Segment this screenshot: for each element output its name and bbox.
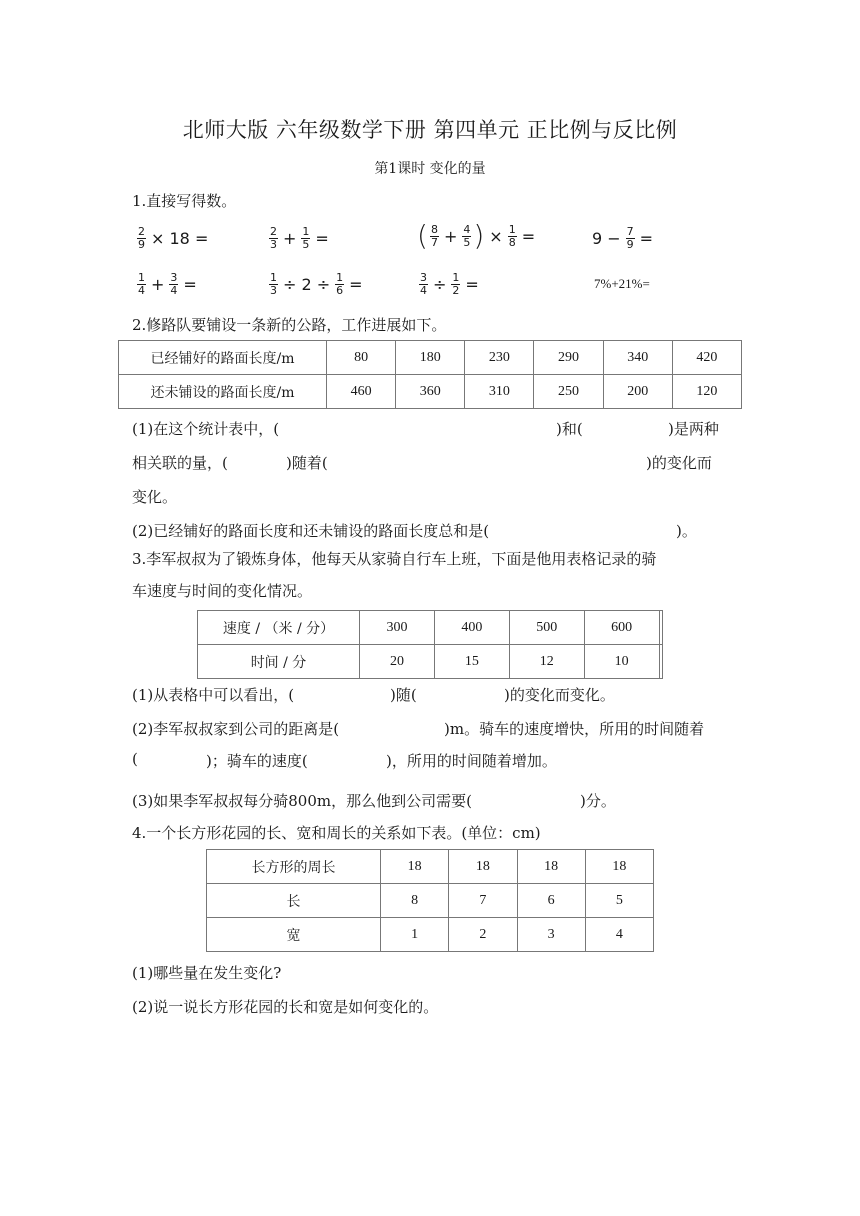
table-row (119, 375, 742, 409)
table-cell: 290 (534, 341, 603, 375)
q3-p1-c: )的变化而变化。 (504, 686, 615, 704)
table-cell: 500 (509, 611, 584, 645)
q3-p1-a: (1)从表格中可以看出，( (132, 686, 295, 704)
table-cell: 1 (381, 918, 449, 952)
table-row (207, 884, 654, 918)
table-cell: 250 (534, 375, 603, 409)
row-header-cell: 速度 / （米 / 分） (198, 611, 360, 645)
q1-heading: 1.直接写得数。 (132, 192, 237, 210)
table-row (119, 341, 742, 375)
q3-p2-d: )；骑车的速度( (206, 752, 308, 770)
table-cell: 200 (603, 375, 672, 409)
q3-heading-2: 车速度与时间的变化情况。 (132, 582, 313, 600)
q3-p1-b: )随( (390, 686, 417, 704)
q2-p1-e: )随着( (286, 454, 328, 472)
table-cell: 2 (449, 918, 517, 952)
table-cell: 230 (465, 341, 534, 375)
table-cell (659, 645, 662, 679)
table-cell: 80 (327, 341, 396, 375)
table-cell: 300 (360, 611, 435, 645)
table-cell: 8 (381, 884, 449, 918)
q2-heading: 2.修路队要铺设一条新的公路，工作进展如下。 (132, 316, 447, 334)
table-cell: 15 (434, 645, 509, 679)
q1-expr-7: $\frac{3}{4}$ ÷ $\frac{1}{2}$ = (420, 271, 479, 297)
table-row (207, 850, 654, 884)
table-cell: 4 (585, 918, 653, 952)
table-cell: 18 (585, 850, 653, 884)
table-cell: 460 (327, 375, 396, 409)
q4-p1: (1)哪些量在发生变化? (132, 964, 282, 982)
fraction: $\frac{2}{9}$ (138, 225, 145, 251)
table-cell: 600 (584, 611, 659, 645)
q1-expr-3: ( $\frac{8}{7}$ + $\frac{4}{5}$ ) × $\frac{1}{8}$ = (417, 219, 536, 252)
table-row (198, 611, 663, 645)
q2-p1-c: )是两种 (668, 420, 719, 438)
table-cell: 120 (672, 375, 741, 409)
q2-p2-b: )。 (676, 522, 697, 540)
row-header-cell: 还未铺设的路面长度/m (119, 375, 327, 409)
table-cell (659, 611, 662, 645)
q1-expr-5: $\frac{1}{4}$ + $\frac{3}{4}$ = (138, 271, 197, 297)
q4-p2: (2)说一说长方形花园的长和宽是如何变化的。 (132, 998, 439, 1016)
q1-expr-6: $\frac{1}{3}$ ÷ 2 ÷ $\frac{1}{6}$ = (270, 271, 363, 297)
q1-expr-1: $\frac{2}{9}$ × 18 = (138, 225, 209, 251)
q1-expr-8: 7%+21%= (594, 276, 650, 291)
q3-p2-b: )m。骑车的速度增快，所用的时间随着 (444, 720, 705, 738)
q2-p1-a: (1)在这个统计表中，( (132, 420, 280, 438)
table-cell: 20 (360, 645, 435, 679)
table-cell: 18 (381, 850, 449, 884)
page-title: 北师大版 六年级数学下册 第四单元 正比例与反比例 (182, 118, 678, 142)
q3-p2-a: (2)李军叔叔家到公司的距离是( (132, 720, 340, 738)
table-cell: 3 (517, 918, 585, 952)
speed-time-table (197, 610, 663, 679)
q3-p2-e: )，所用的时间随着增加。 (386, 752, 557, 770)
row-header-cell: 时间 / 分 (198, 645, 360, 679)
lesson-subtitle: 第1课时 变化的量 (374, 161, 486, 177)
q4-heading: 4.一个长方形花园的长、宽和周长的关系如下表。(单位：cm) (132, 824, 541, 842)
rectangle-garden-table (206, 849, 654, 952)
q1-expr-4: 9 − $\frac{7}{9}$ = (592, 225, 654, 251)
table-cell: 340 (603, 341, 672, 375)
table-cell: 360 (396, 375, 465, 409)
row-header-cell: 长 (207, 884, 381, 918)
table-cell: 10 (584, 645, 659, 679)
table-cell: 400 (434, 611, 509, 645)
table-cell: 5 (585, 884, 653, 918)
table-cell: 310 (465, 375, 534, 409)
table-cell: 18 (449, 850, 517, 884)
table-row (207, 918, 654, 952)
q3-heading-1: 3.李军叔叔为了锻炼身体，他每天从家骑自行车上班，下面是他用表格记录的骑 (132, 550, 657, 568)
q2-p1-f: )的变化而 (646, 454, 712, 472)
table-cell: 420 (672, 341, 741, 375)
row-header-cell: 宽 (207, 918, 381, 952)
table-row (198, 645, 663, 679)
q3-p3-b: )分。 (580, 792, 616, 810)
table-cell: 6 (517, 884, 585, 918)
q3-p2-c: ( (132, 750, 138, 768)
table-cell: 180 (396, 341, 465, 375)
q2-p1-b: )和( (556, 420, 583, 438)
road-progress-table (118, 340, 742, 409)
table-cell: 18 (517, 850, 585, 884)
q3-p3-a: (3)如果李军叔叔每分骑800m，那么他到公司需要( (132, 792, 472, 810)
row-header-cell: 长方形的周长 (207, 850, 381, 884)
q2-p1-d: 相关联的量，( (132, 454, 228, 472)
table-cell: 7 (449, 884, 517, 918)
q1-expr-2: $\frac{2}{3}$ + $\frac{1}{5}$ = (270, 225, 329, 251)
q2-p2-a: (2)已经铺好的路面长度和还未铺设的路面长度总和是( (132, 522, 490, 540)
table-cell: 12 (509, 645, 584, 679)
row-header-cell: 已经铺好的路面长度/m (119, 341, 327, 375)
q2-p1-g: 变化。 (132, 488, 178, 506)
